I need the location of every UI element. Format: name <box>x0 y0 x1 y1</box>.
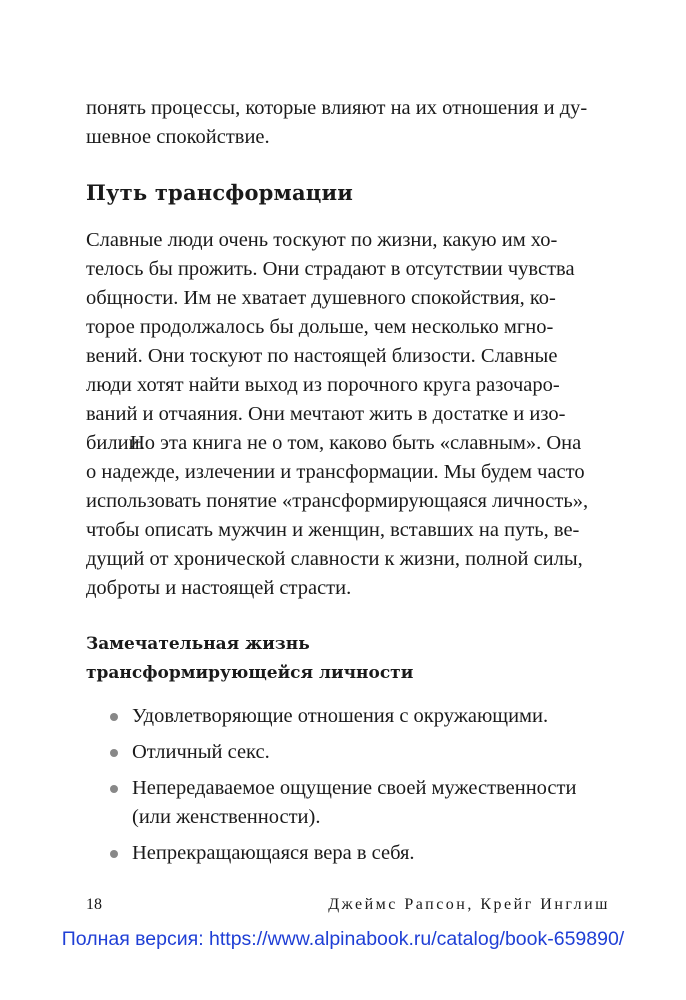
bullet-icon <box>110 749 118 757</box>
opening-paragraph: понять процессы, которые влияют на их отношения и ду- шевное спокойствие. <box>86 97 588 148</box>
section-paragraph-2: Но эта книга не о том, каково быть «славным». Она о надежде, излечении и трансформации. Мы будем часто использовать понятие «трансформирующаяся личность», чтобы описать мужчин и женщин, вставших на путь, ве- дущий от хронической славности к жизни, полной силы, доброты и настоящей страсти. <box>86 432 589 599</box>
subsection-heading-line-2: трансформирующейся личности <box>86 663 414 683</box>
running-head: Джеймс Рапсон, Крейг Инглиш <box>328 896 610 913</box>
bullet-icon <box>110 850 118 858</box>
subsection-heading-line-1: Замечательная жизнь <box>86 634 310 654</box>
list-item <box>110 702 610 731</box>
bullet-icon <box>110 785 118 793</box>
list-item-text: Удовлетворяющие отношения с окружающими. <box>132 705 549 727</box>
subsection-heading <box>86 630 413 688</box>
section-heading: Путь трансформации <box>86 180 354 205</box>
list-item <box>110 738 610 767</box>
list-item-text: Непередаваемое ощущение своей мужественности (или женственности). <box>132 777 577 828</box>
section-paragraph-1: Славные люди очень тоскуют по жизни, какую им хо- телось бы прожить. Они страдают в отсутствии чувства общности. Им не хватает душевного спокойствия, ко- торое продолжалось бы дольше, чем несколько мгно- вений. Они тоскуют по настоящей близости. Славные люди хотят найти выход из порочного круга разочаро- ваний и отчаяния. Они мечтают жить в достатке и изо- билии. <box>86 229 575 454</box>
list-item-text: Непрекращающаяся вера в себя. <box>132 842 415 864</box>
page-footer <box>86 896 610 914</box>
bullet-icon <box>110 713 118 721</box>
list-item-text: Отличный секс. <box>132 741 270 763</box>
page-number: 18 <box>86 896 102 913</box>
full-version-link[interactable]: Полная версия: https://www.alpinabook.ru/catalog/book-659890/ <box>61 928 625 950</box>
list-item <box>110 774 610 832</box>
benefits-list <box>110 702 610 875</box>
list-item <box>110 839 610 868</box>
